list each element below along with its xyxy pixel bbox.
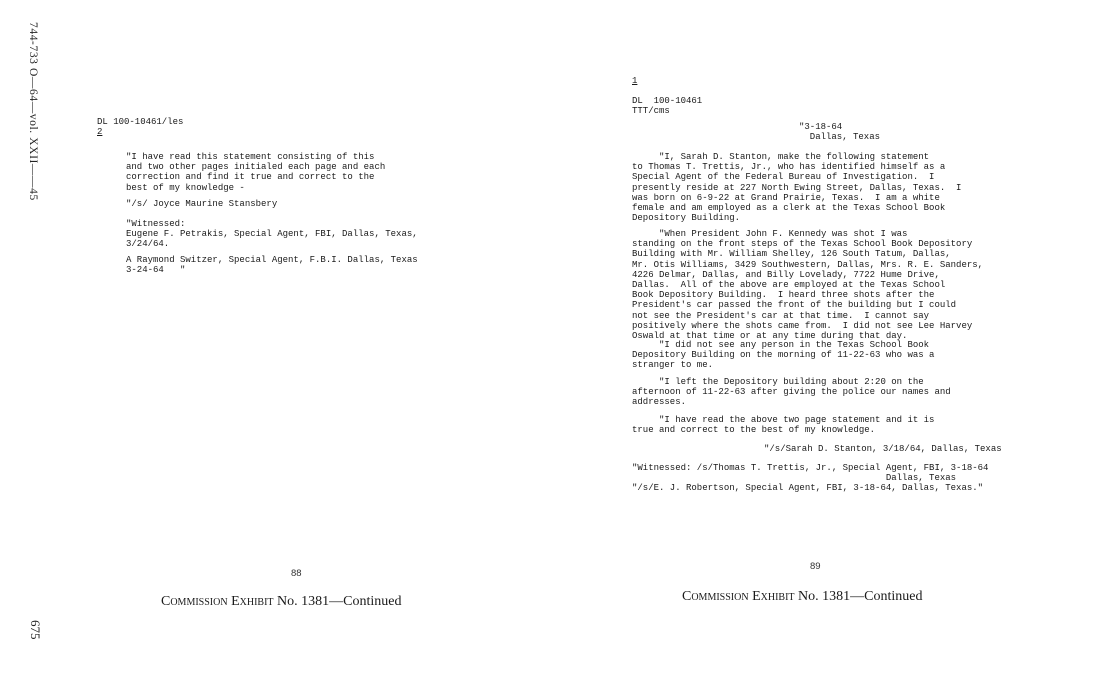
right-caption-number: No. 1381—Continued: [794, 589, 923, 604]
right-page-number: 89: [810, 561, 821, 572]
right-page-mark: 1: [632, 76, 638, 86]
right-witness-block: "Witnessed: /s/Thomas T. Trettis, Jr., Special Agent, FBI, 3-18-64 Dallas, Texas "/s/E. J. Robertson, Special Agent, FBI, 3-18-64, Dallas, Texas.": [632, 463, 989, 494]
volume-page-number: 675: [28, 620, 43, 640]
left-certification-paragraph: "I have read this statement consisting of this and two other pages initialed each page and each correction and find it true and correct to the best of my knowledge -: [126, 152, 386, 193]
left-signature-line: "/s/ Joyce Maurine Stansbery: [126, 199, 278, 209]
left-witness-block: "Witnessed: Eugene F. Petrakis, Special Agent, FBI, Dallas, Texas, 3/24/64.: [126, 219, 418, 250]
left-file-reference: DL 100-10461/les: [97, 117, 184, 127]
right-signature-line: "/s/Sarah D. Stanton, 3/18/64, Dallas, Texas: [764, 444, 1002, 454]
left-second-witness: A Raymond Switzer, Special Agent, F.B.I. Dallas, Texas 3-24-64 ": [126, 255, 418, 276]
right-date-line: "3-18-64 Dallas, Texas: [799, 122, 881, 143]
left-caption-exhibit: Commission Exhibit: [161, 594, 274, 609]
left-page-mark: 2: [97, 127, 103, 137]
left-caption-number: No. 1381—Continued: [273, 594, 402, 609]
right-file-reference: DL 100-10461 TTT/cms: [632, 96, 703, 117]
right-paragraph-intro: "I, Sarah D. Stanton, make the following statement to Thomas T. Trettis, Jr., who has identified himself as a Special Agent of the Federal Bureau of Investigation. I presently reside at 227 North Ewing Street, Dallas, Texas. I was born on 6-9-22 at Grand Prairie, Texas. I am a white female and am employed as a clerk at the Texas School Book Depository Building.: [632, 152, 962, 224]
right-exhibit-caption: [682, 589, 922, 605]
left-page-number: 88: [291, 568, 302, 579]
right-paragraph-stranger: "I did not see any person in the Texas School Book Depository Building on the morning of 11-22-63 who was a stranger to me.: [632, 340, 935, 371]
left-exhibit-caption: [161, 594, 401, 610]
right-caption-exhibit: Commission Exhibit: [682, 589, 795, 604]
volume-margin-note: 744-733 O—64—vol. XXII——45: [27, 22, 39, 201]
right-paragraph-certification: "I have read the above two page statement and it is true and correct to the best of my knowledge.: [632, 415, 935, 436]
right-paragraph-shooting: "When President John F. Kennedy was shot I was standing on the front steps of the Texas School Book Depository Building with Mr. William Shelley, 126 South Tatum, Dallas, Mr. Otis Williams, 3429 Southwestern, Dallas, Mrs. R. E. Sanders, 4226 Delmar, Dallas, and Billy Lovelady, 7722 Hume Drive, Dallas. All of the above are employed at the Texas School Book Depository Building. I heard three shots after the President's car passed the front of the building but I could not see the President's car at that time. I cannot say positively where the shots came from. I did not see Lee Harvey Oswald at that time or at any time during that day.: [632, 229, 984, 342]
right-paragraph-left-building: "I left the Depository building about 2:20 on the afternoon of 11-22-63 after giving the police our names and addresses.: [632, 377, 951, 408]
